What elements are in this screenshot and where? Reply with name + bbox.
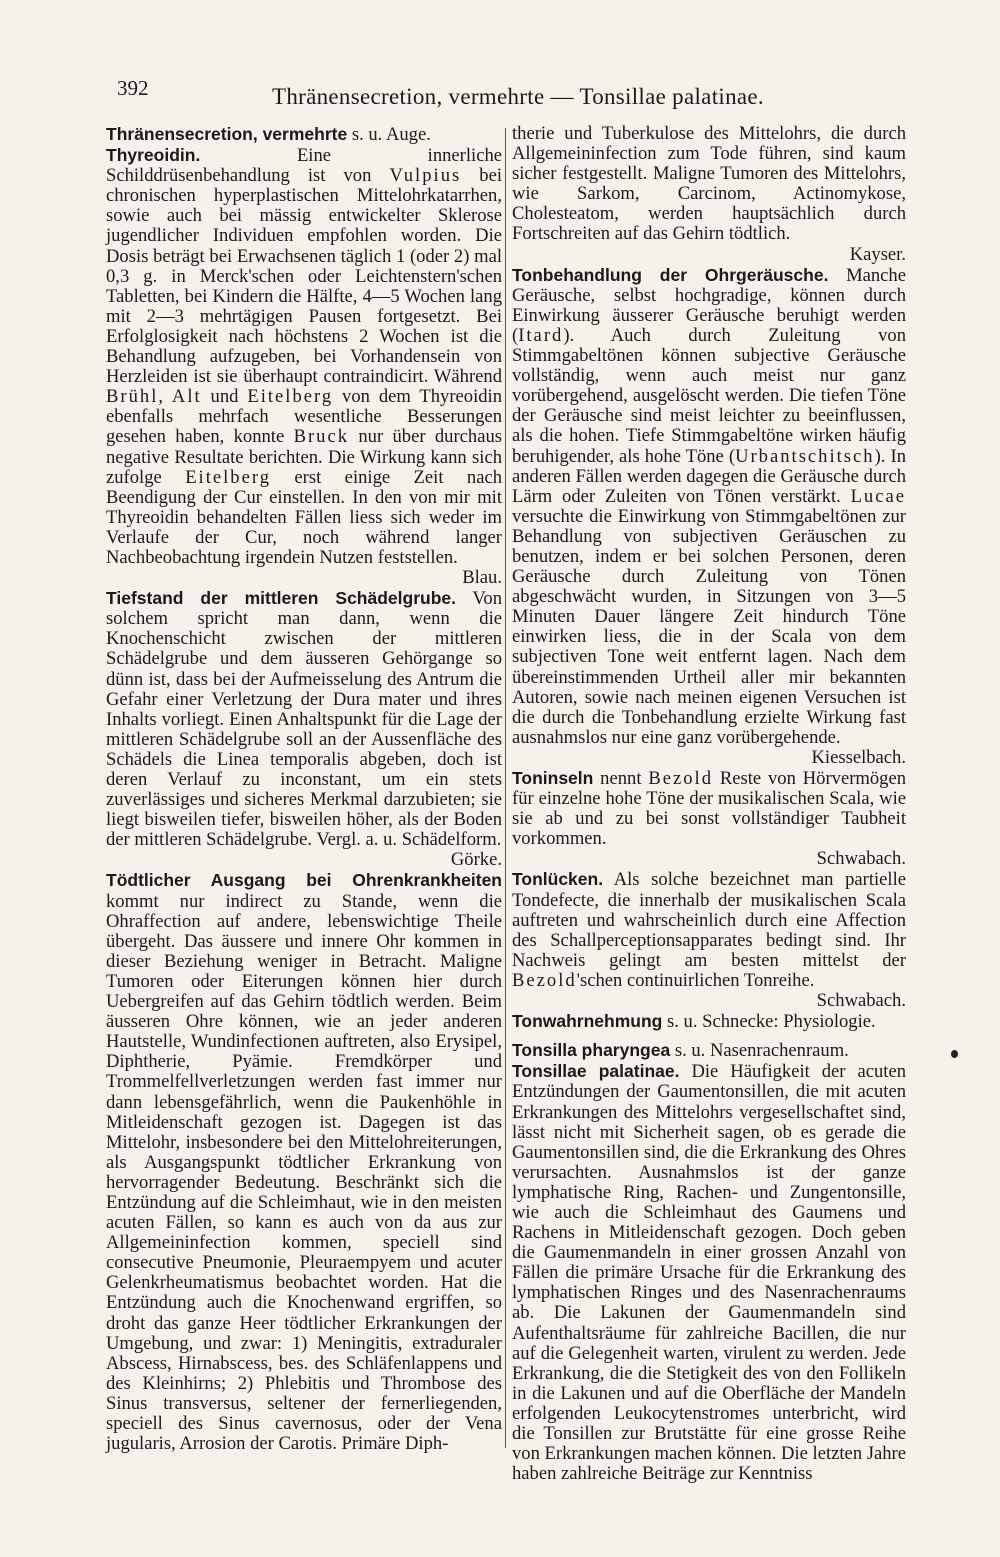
headword: Toninseln [512,768,594,788]
entry-toninseln [512,768,906,869]
entry-text: 'schen continuirlichen Tonreihe. [576,969,815,991]
entry-text: bei chronischen hyperplastischen Mittelohrkatarrhen, sowie auch bei mässig entwickelter Sklerose jugendlicher Individuen empfohlen worden. Die Dosis beträgt bei Erwachsenen täglich 1 (oder 2) mal 0,3 g. in Merck'schen oder Leichtenstern'schen Tabletten, bei Kindern die Hälfte, 4—5 Wochen lang mit 2—3 mehrtägigen Pausen fortgesetzt. Bei Erfolglosigkeit nach höchstens 2 Wochen ist die Behandlung aufzugeben, bei Vorhandensein von Herzleiden ist sie überhaupt contraindicirt. Während [106,165,502,388]
entry-tonsillae-palatinae [512,1061,906,1484]
author-name: Eitelberg [185,466,271,488]
entry-text: Als solche bezeichnet man partielle Tondefecte, die innerhalb der musikalischen Scala auftreten und wahrscheinlich durch eine Affection des Schallperceptionsapparates bedingt sind. Ihr Nachweis gelingt am besten mittelst der [512,869,906,971]
headword: Thränensecretion, vermehrte [106,124,348,144]
author-name: Brühl [106,386,159,408]
author-name: Itard [518,324,564,346]
entry-text: kommt nur indirect zu Stande, wenn die Ohraffection auf andere, lebenswichtige Theile übergeht. Das äussere und innere Ohr kommen in dieser Beziehung weniger in Betracht. Maligne Tumoren oder Eiterungen können hier durch Uebergreifen auf das Gehirn tödtlich werden. Beim äusseren Ohre können, wie an jeder anderen Hautstelle, Wundinfectionen auftreten, also Erysipel, Diphtherie, Pyämie. Fremdkörper und Trommelfellverletzungen werden fast immer nur dann lebensgefährlich, wenn die Paukenhöhle in Mitleidenschaft gezogen ist. Dagegen ist das Mittelohr, insbesondere bei den Mittelohreiterungen, als Ausgangspunkt tödtlicher Erkrankung von hervorragender Bedeutung. Beschränkt sich die Entzündung auf die Schleimhaut, wie in den meisten acuten Fällen, so kann es auch von da aus zur Allgemeininfection kommen, speciell sind consecutive Pneumonie, Pleuraempyem und acuter Gelenkrheumatismus beobachtet worden. Hat die Entzündung auch die Knochenwand ergriffen, so droht das ganze Heer tödtlicher Erkrankungen der Umgebung, und zwar: 1) Meningitis, extraduraler Abscess, Hirnabscess, bes. des Schläfenlappens und des Kleinhirns; 2) Phlebitis und Thrombose des Sinus transversus, seltener der fernerliegenden, speciell des Sinus cavernosus, oder der Vena jugularis, Arrosion der Carotis. Primäre Diph- [106,890,502,1455]
entry-text: versuchte die Einwirkung von Stimmgabeltönen zur Behandlung von subjectiven Geräuschen zu benutzen, indem er bei solchen Personen, deren Geräusche durch Zuleitung von Tönen abgeschwächt wurden, in Sitzungen von 3—5 Minuten Dauer längere Zeit hindurch Töne einwirken liess, die in der Scala von dem subjectiven Tone weit entfernt lagen. Nach dem übereinstimmenden Urtheil aller mir bekannten Autoren, sowie nach meinen eigenen Versuchen ist die durch die Tonbehandlung erzielte Wirkung fast ausnahmslos nur eine ganz vorübergehende. [512,505,906,748]
entry-text: ). In anderen Fällen werden dagegen die Geräusche durch Lärm oder Zuleiten von Tönen verstärkt. [512,445,906,507]
headword: Tonlücken. [512,869,604,890]
entry-text: von dem Thyreoidin ebenfalls mehrfach wesentliche Besserungen gesehen haben, konnte [106,386,503,448]
entry-toedtlicher-ausgang [106,870,502,1454]
entry-thraenensecretion [106,124,502,145]
headword: Tiefstand der mittleren Schädelgrube. [106,588,456,609]
entry-continuation [512,124,906,265]
running-title: Thränensecretion, vermehrte — Tonsillae palatinae. [272,84,764,109]
author-name: Urbantschitsch [735,445,875,467]
column-divider [505,128,506,1448]
entry-text: Die Häufigkeit der acuten Entzündungen der Gaumentonsillen, die mit acuten Erkrankungen des Mittelohrs vergesellschaftet sind, lässt nicht mit Sicherheit sagen, ob es gerade die Gaumentonsillen sind, die die Erkrankung des Ohres verursachten. Ausnahmslos ist der ganze lymphatische Ring, Rachen- und Zungentonsille, wie auch die Schleimhaut des Gaumens und Rachens in Mitleidenschaft gezogen. Doch geben die Gaumenmandeln in einer grossen Anzahl von Fällen die primäre Ursache für die Erkrankung des lymphatischen Ringes und des Nasenrachenraums ab. Die Lakunen der Gaumenmandeln sind Aufenthaltsräume für zahlreiche Bacillen, die nur auf die Gelegenheit warten, virulent zu werden. Jede Erkrankung, die die Stetigkeit des von den Follikeln in die Lakunen und auf die Oberfläche der Mandeln erfolgenden Leukocytenstromes unterbricht, wird die Tonsillen zur Brutstätte für eine grosse Reihe von Erkrankungen machen können. Die letzten Jahre haben zahlreiche Beiträge zur Kenntniss [512,1061,906,1485]
entry-tiefstand [106,588,502,870]
entry-thyreoidin [106,145,502,588]
headword: Tonwahrnehmung [512,1011,663,1032]
author-name: Alt [171,386,202,408]
signature: Schwabach. [816,848,906,870]
author-name: Eitelberg [247,386,334,408]
entry-tonsilla-pharyngea [512,1040,906,1061]
headword: Tödtlicher Ausgang bei Ohrenkrankheiten [106,870,502,891]
headword: Tonbehandlung der Ohrgeräusche. [512,264,829,285]
entry-text: erst einige Zeit nach Beendigung der Cur einstellen. In den von mir mit Thyreoidin behandelten Fällen liess sich weder im Verlaufe der Cur, noch während langer Nachbeobachtung irgendein Nutzen feststellen. [106,466,503,568]
headword: Tonsilla pharyngea [512,1040,671,1061]
signature: Blau. [462,567,502,589]
right-column [512,124,906,1484]
signature: Schwabach. [816,990,906,1012]
entry-text: s. u. Nasenrachenraum. [670,1040,849,1062]
entry-text: s. u. Schnecke: Physiologie. [662,1011,876,1033]
author-name: Bezold [512,969,577,991]
entry-text: s. u. Auge. [347,124,431,145]
entry-text: nennt [593,768,649,789]
headword: Thyreoidin. [106,145,201,166]
entry-text: Reste von Hörvermögen für einzelne hohe Töne der musikalischen Scala, wie sie ab und zu bei sonst vollständiger Taubheit vorkommen. [512,768,906,850]
left-column [106,124,502,1454]
entry-tonluecken [512,869,906,1011]
signature: Kiesselbach. [811,746,906,768]
signature: Görke. [450,849,502,871]
headword: Tonsillae palatinae. [512,1061,680,1082]
page-number: 392 [117,76,149,100]
entry-text: therie und Tuberkulose des Mittelohrs, die durch Allgemeininfection zum Tode führen, sind kaum sicher festgestellt. Maligne Tumoren des Mittelohrs, wie Sarkom, Carcinom, Actinomykose, Cholesteatom, werden hauptsächlich durch Fortschreiten auf das Gehirn tödtlich. [512,123,906,245]
author-name: Bruck [293,426,350,448]
entry-text: und [201,386,248,408]
author-name: Lucae [850,485,906,507]
author-name: Vulpius [389,165,462,187]
entry-text: Von solchem spricht man dann, wenn die Knochenschicht zwischen der mittleren Schädelgrube und dem äusseren Gehörgange so dünn ist, dass bei der Aufmeisselung des Antrum die Gefahr einer Verletzung der Dura mater und ihres Inhalts vorliegt. Einen Anhaltspunkt für die Lage der mittleren Schädelgrube soll an der Aussenfläche des Schädels die Linea temporalis abgeben, doch ist deren Verlauf zu inconstant, um ein stets zuverlässiges und sicheres Merkmal darzubieten; sie liegt bisweilen tiefer, bisweilen höher, als der Boden der mittleren Schädelgrube. Vergl. a. u. Schädelform. [106,588,503,851]
entry-text: nur über durchaus negative Resultate berichten. Die Wirkung kann sich zufolge [106,426,503,488]
entry-tonbehandlung [512,265,906,768]
ink-spot [951,1050,958,1058]
signature: Kayser. [849,243,906,265]
entry-tonwahrnehmung [512,1011,906,1032]
entry-text: Eine innerliche Schilddrüsenbehandlung ist von [106,145,502,187]
author-name: Bezold [648,768,714,789]
entry-text: ). Auch durch Zuleitung von Stimmgabeltönen können subjective Geräusche vollständig, wenn auch meist nur ganz vorübergehend, ausgelöscht werden. Die tiefen Töne der Geräusche sind meist leichter zu beeinflussen, als die hohen. Tiefe Stimmgabeltöne wirken häufig beruhigender, als hohe Töne ( [512,324,906,467]
entry-text: , [158,386,172,408]
entry-text: Manche Geräusche, selbst hochgradige, können durch Einwirkung äusserer Geräusche beruhigt werden ( [512,264,906,346]
